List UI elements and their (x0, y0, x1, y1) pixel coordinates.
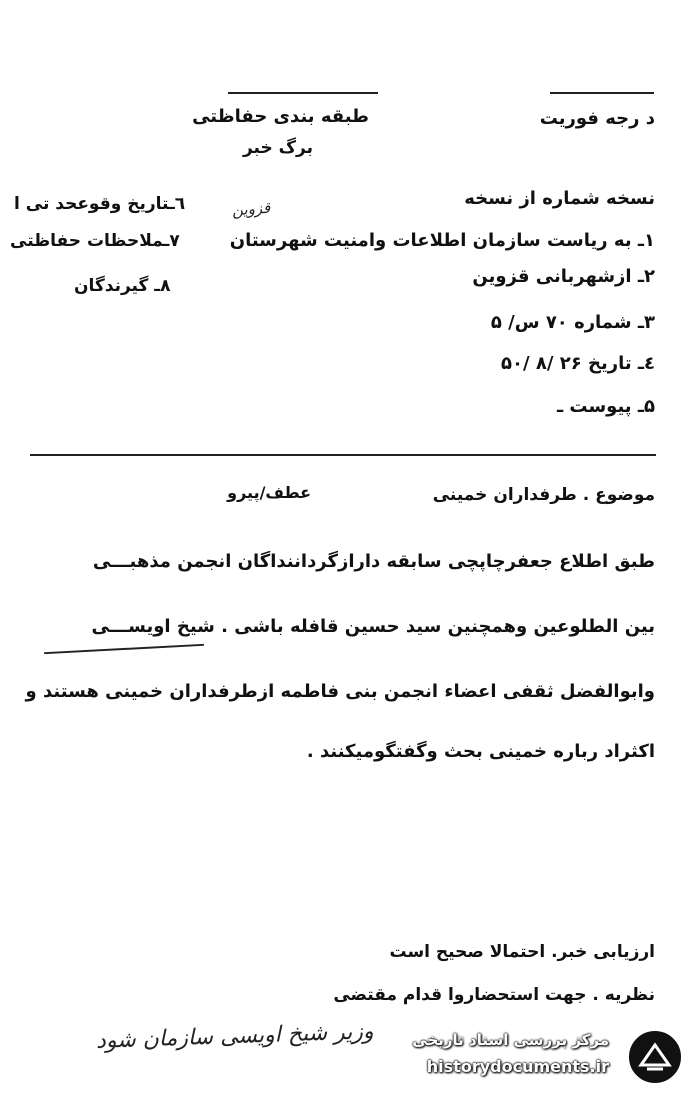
item-7: ۷ـملاحظات حفاظتی (10, 231, 180, 251)
handwritten-bottom-note: وزیر شیخ اویسی سازمان شود (95, 1019, 374, 1054)
watermark (412, 1025, 687, 1087)
form-title: برگ خبر (242, 138, 313, 158)
handwritten-city-note: قزوین (231, 198, 271, 220)
watermark-logo-icon (627, 1029, 683, 1085)
evaluation-line: ارزیابی خبر. احتمالا صحیح است (389, 942, 655, 962)
item-8: ۸ـ گیرندگان (74, 276, 171, 296)
priority-label: د رجه فوریت (539, 108, 655, 129)
item-3: ۳ـ شماره ۷۰ س/ ۵ (490, 312, 655, 333)
watermark-title: مرکز بررسی اسناد تاریخی (412, 1031, 609, 1049)
item-2: ۲ـ ازشهربانی قزوین (472, 266, 655, 287)
reference-label: عطف/پیرو (227, 483, 311, 502)
body-line-4: اکثراد رباره خمینی بحث وگفتگومیکنند . (306, 741, 655, 762)
item-4: ٤ـ تاریخ ۲۶ /۸ /۵۰ (501, 353, 655, 374)
body-line-2: بین الطلوعین وهمچنین سید حسین قافله باشی . شیخ اویســـی (91, 616, 655, 637)
section-divider (30, 454, 656, 456)
copy-number-line: نسخه شماره از نسخه (464, 188, 655, 209)
header-top-rule (228, 92, 378, 94)
subject-label: موضوع . طرفداران خمینی (432, 485, 655, 505)
body-line-1: طبق اطلاع جعفرچاپچی سابقه دارازگرداننداگان انجمن مذهبـــی (92, 551, 655, 572)
header-right-rule (550, 92, 654, 94)
handwritten-underline (44, 644, 204, 654)
body-line-3: وابوالفضل ثقفی اعضاء انجمن بنی فاطمه ازطرفداران خمینی هستند و (25, 681, 655, 702)
watermark-url: historydocuments.ir (426, 1057, 609, 1076)
opinion-line: نظریه . جهت استحضاروا قدام مقتضی (333, 985, 655, 1005)
classification-label: طبقه بندی حفاظتی (192, 106, 369, 127)
item-5: ۵ـ پیوست ـ (557, 396, 655, 417)
item-6: ٦ـتاریخ وقوعحد تی ا (14, 194, 186, 214)
item-1: ۱ـ به ریاست سازمان اطلاعات وامنیت شهرستان (229, 230, 655, 251)
